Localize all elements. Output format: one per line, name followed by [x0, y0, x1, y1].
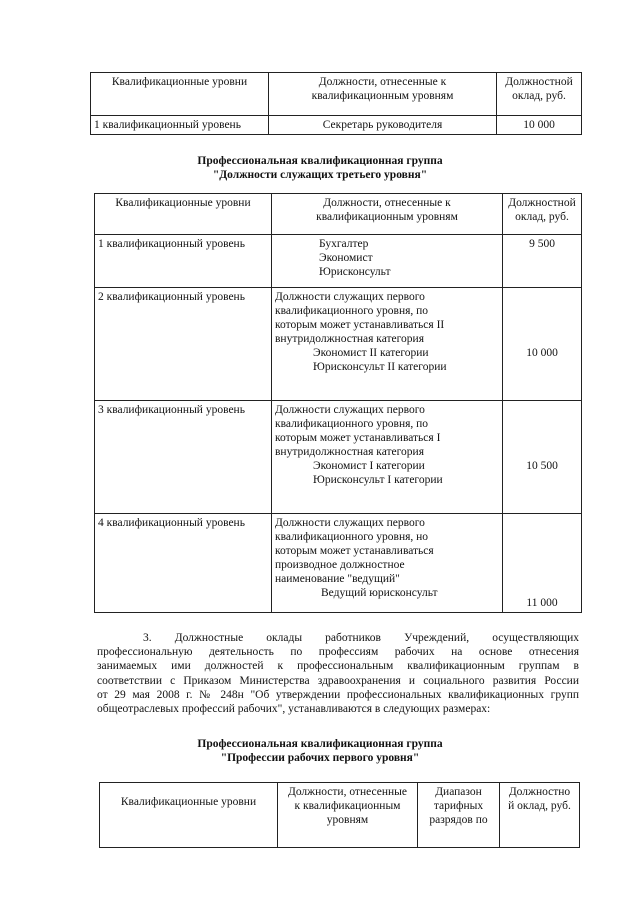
cell-salary: 10 000 — [503, 288, 582, 401]
cell-positions: Должности служащих первого квалификационного уровня, по которым может устанавливаться II внутридолжностная категория Экономист II категории Юрисконсульт II категории — [272, 288, 503, 401]
cell-positions: Бухгалтер Экономист Юрисконсульт — [272, 235, 503, 288]
table-workers-first-level — [99, 782, 580, 848]
table-header-row — [95, 194, 582, 235]
header-salary: Должностно й оклад, руб. — [500, 783, 580, 848]
header-qual-levels: Квалификационные уровни — [95, 194, 272, 235]
cell-positions: Должности служащих первого квалификационного уровня, по которым может устанавливаться I внутридолжностная категория Экономист I категории Юрисконсульт I категории — [272, 401, 503, 514]
table-header-row — [100, 783, 580, 848]
group-title-workers-first-level: Профессиональная квалификационная группа "Профессии рабочих первого уровня" — [197, 738, 443, 764]
header-tariff-range: Диапазон тарифных разрядов по — [418, 783, 500, 848]
table-third-level-employees — [94, 193, 582, 613]
header-positions: Должности, отнесенные к квалификационным уровням — [278, 783, 418, 848]
header-qual-levels: Квалификационные уровни — [91, 73, 269, 116]
cell-level: 2 квалификационный уровень — [95, 288, 272, 401]
table-row — [95, 288, 582, 401]
header-positions: Должности, отнесенные к квалификационным уровням — [269, 73, 497, 116]
cell-positions: Должности служащих первого квалификационного уровня, но которым может устанавливаться производное должностное наименование "ведущий" Ведущий юрисконсульт — [272, 514, 503, 613]
header-salary: Должностной оклад, руб. — [503, 194, 582, 235]
group-title-third-level: Профессиональная квалификационная группа "Должности служащих третьего уровня" — [197, 155, 443, 181]
cell-position: Секретарь руководителя — [269, 116, 497, 135]
table-row — [95, 401, 582, 514]
cell-level: 4 квалификационный уровень — [95, 514, 272, 613]
table-row — [95, 514, 582, 613]
cell-salary: 11 000 — [503, 514, 582, 613]
cell-salary: 9 500 — [503, 235, 582, 288]
header-positions: Должности, отнесенные к квалификационным уровням — [272, 194, 503, 235]
header-qual-levels: Квалификационные уровни — [100, 783, 278, 848]
cell-level: 3 квалификационный уровень — [95, 401, 272, 514]
cell-level: 1 квалификационный уровень — [91, 116, 269, 135]
header-salary: Должностной оклад, руб. — [497, 73, 582, 116]
table-secretary — [90, 72, 582, 135]
paragraph-3: 3. Должностные оклады работников Учреждений, осуществляющих профессиональную деятельность по профессиям рабочих на основе отнесения занимаемых ими должностей к профессиональным квалификационным группам в соответствии с Приказом Министерства здравоохранения и социального развития России от 29 мая 2008 г. № 248н "Об утверждении профессиональных квалификационных групп общеотраслевых профессий рабочих", устанавливаются в следующих размерах: — [97, 632, 579, 716]
table-row — [95, 235, 582, 288]
table-row — [91, 116, 582, 135]
cell-level: 1 квалификационный уровень — [95, 235, 272, 288]
cell-salary: 10 500 — [503, 401, 582, 514]
cell-salary: 10 000 — [497, 116, 582, 135]
table-header-row — [91, 73, 582, 116]
